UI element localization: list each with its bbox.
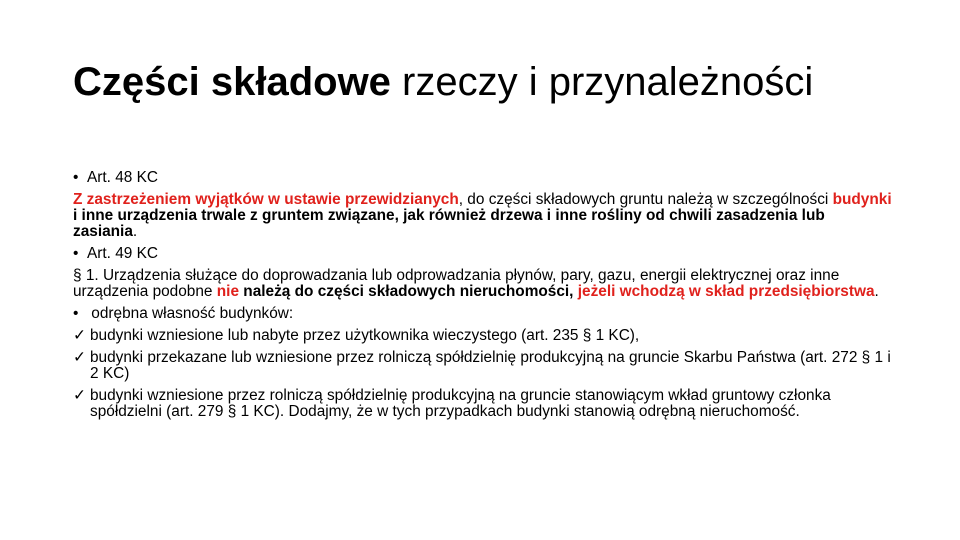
art49-label: Art. 49 KC [87, 245, 158, 262]
separate-ownership-bullet [73, 306, 893, 322]
bullet-icon: • [73, 305, 79, 322]
checkmark-icon: ✓ [73, 349, 86, 366]
art48-text-end: . [132, 223, 138, 240]
art49-bullet [73, 246, 893, 262]
art48-buildings-phrase: budynki [832, 191, 892, 208]
separate-ownership-label: odrębna własność budynków: [87, 305, 294, 322]
check-item-text: budynki wzniesione lub nabyte przez użytkownika wieczystego (art. 235 § 1 KC), [90, 327, 640, 344]
check-item [73, 388, 893, 420]
art49-text-end: . [874, 283, 879, 300]
bullet-icon: • [73, 245, 79, 262]
art48-exception-phrase: Z zastrzeżeniem wyjątków w ustawie przewidzianych [73, 191, 459, 208]
title-regular-part: rzeczy i przynależności [390, 60, 814, 104]
check-item-text: budynki wzniesione przez rolniczą spółdzielnię produkcyjną na gruncie stanowiącym wkład gruntowy członka spółdzielni (art. 279 § 1 KC). Dodajmy, że w tych przypadkach budynki stanowią odrębną nieruchomość. [90, 387, 831, 420]
art49-not-phrase: nie [216, 283, 240, 300]
art49-text-1: § 1. Urządzenia służące do doprowadzania lub odprowadzania płynów, pary, gazu, energii elektrycznej oraz inne urządzenia podobne [73, 267, 840, 300]
checkmark-icon: ✓ [73, 387, 86, 404]
check-item-text: budynki przekazane lub wzniesione przez rolniczą spółdzielnię produkcyjną na gruncie Skarbu Państwa (art. 272 § 1 i 2 KC) [90, 349, 891, 382]
slide-title [73, 56, 813, 108]
check-item [73, 328, 893, 344]
art48-label: Art. 48 KC [87, 169, 158, 186]
checkmark-icon: ✓ [73, 327, 86, 344]
check-item [73, 350, 893, 382]
art48-text-1: , do części składowych gruntu należą w szczególności [458, 191, 833, 208]
slide-body [73, 170, 893, 426]
art48-paragraph [73, 192, 893, 240]
art48-bullet [73, 170, 893, 186]
title-bold-part: Części składowe [73, 60, 391, 104]
art49-paragraph [73, 268, 893, 300]
art49-enterprise-phrase: jeżeli wchodzą w skład przedsiębiorstwa [577, 283, 875, 300]
art48-text-2: i inne urządzenia trwale z gruntem związane, jak również drzewa i inne rośliny od chwili zasadzenia lub zasiania [73, 207, 825, 240]
art49-text-2: należą do części składowych nieruchomości, [239, 283, 578, 300]
bullet-icon: • [73, 169, 79, 186]
